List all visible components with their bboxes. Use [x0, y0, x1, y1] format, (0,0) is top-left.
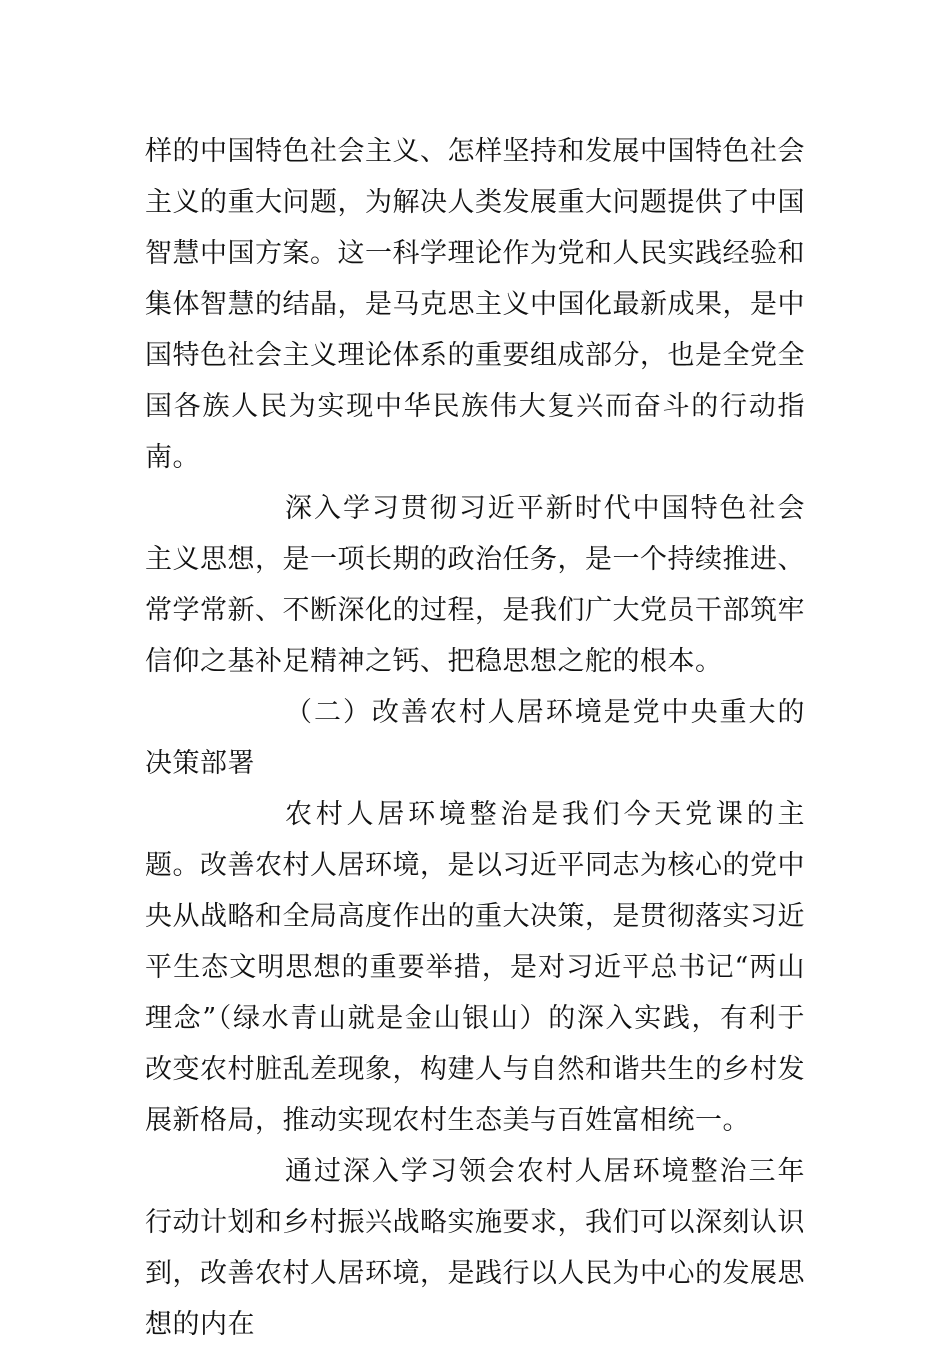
- paragraph-rural-environment: 农村人居环境整治是我们今天党课的主题。改善农村人居环境，是以习近平同志为核心的党中央从战略和全局高度作出的重大决策，是贯彻落实习近平生态文明思想的重要举措，是对习近平总书记“两山理念”（绿水青山就是金山银山）的深入实践，有利于改变农村脏乱差现象，构建人与自然和谐共生的乡村发展新格局，推动实现农村生态美与百姓富相统一。: [145, 799, 805, 1136]
- paragraph-study-thought: 深入学习贯彻习近平新时代中国特色社会主义思想，是一项长期的政治任务，是一个持续推进、常学常新、不断深化的过程，是我们广大党员干部筑牢信仰之基补足精神之钙、把稳思想之舵的根本。: [145, 493, 805, 677]
- body-text: [145, 126, 805, 1350]
- paragraph-three-year-plan: 通过深入学习领会农村人居环境整治三年行动计划和乡村振兴战略实施要求，我们可以深刻认识到，改善农村人居环境，是践行以人民为中心的发展思想的内在: [145, 1156, 805, 1340]
- paragraph-continuation: 样的中国特色社会主义、怎样坚持和发展中国特色社会主义的重大问题，为解决人类发展重大问题提供了中国智慧中国方案。这一科学理论作为党和人民实践经验和集体智慧的结晶，是马克思主义中国化最新成果，是中国特色社会主义理论体系的重要组成部分，也是全党全国各族人民为实现中华民族伟大复兴而奋斗的行动指南。: [145, 136, 805, 473]
- section-heading: （二）改善农村人居环境是党中央重大的决策部署: [145, 697, 805, 779]
